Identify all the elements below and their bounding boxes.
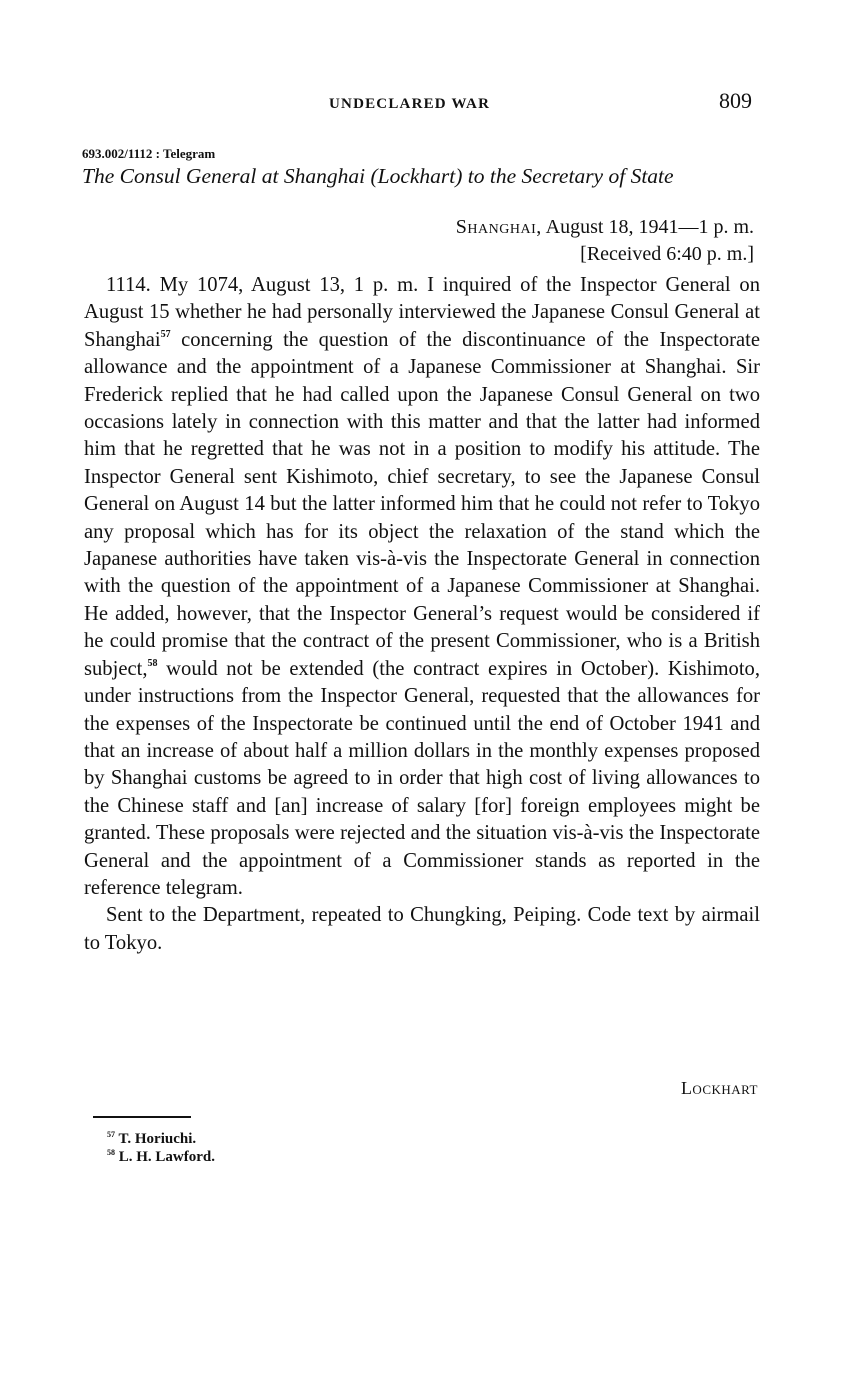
dateline-place: Shanghai,	[455, 216, 542, 238]
document-title: The Consul General at Shanghai (Lockhart) to the Secretary of State	[82, 164, 674, 188]
dateline	[456, 214, 754, 268]
paragraph-main	[84, 272, 760, 902]
footnote-marker: 58	[107, 1148, 115, 1157]
paragraph-main-part1: 1114. My 1074, August 13, 1 p. m. I inquired of the Inspector General on August 15 whether he had personally interviewed the Japanese Consul General at Shanghai	[84, 274, 760, 351]
telegram-body	[84, 272, 760, 957]
footnote-text: L. H. Lawford.	[118, 1149, 216, 1165]
footnote-item	[107, 1148, 215, 1166]
running-head: UNDECLARED WAR	[329, 96, 491, 112]
page-number: 809	[719, 88, 752, 113]
dateline-date: August 18, 1941—1 p. m.	[545, 216, 754, 238]
paragraph-main-part3: would not be extended (the contract expires in October). Kishimoto, under instructions from the Inspector General, requested that the allowances for the expenses of the Inspectorate be continued until the end of October 1941 and that an increase of about half a million dollars in the monthly expenses proposed by Shanghai customs be agreed to in order that high cost of living allowances to the Chinese staff and [an] increase of salary [for] foreign employees might be granted. These proposals were rejected and the situation vis-à-vis the Inspectorate General and the appointment of a Commissioner stands as reported in the reference telegram.	[84, 657, 760, 899]
footnote-divider	[93, 1116, 191, 1118]
paragraph-main-part2: concerning the question of the discontinuance of the Inspectorate allowance and the appointment of a Japanese Commissioner at Shanghai. Sir Frederick replied that he had called upon the Japanese Consul General on two occasions lately in connection with this matter and that the latter had informed him that he regretted that he was not in a position to modify his attitude. The Inspector General sent Kishimoto, chief secretary, to see the Japanese Consul General on August 14 but the latter informed him that he could not refer to Tokyo any proposal which has for its object the relaxation of the stand which the Japanese authorities have taken vis-à-vis the Inspectorate General in connection with the question of the appointment of a Japanese Commissioner at Shanghai. He added, however, that the Inspector General’s request would be considered if he could promise that the contract of the present Commissioner, who is a British subject,	[84, 328, 760, 680]
footnote-ref-58: 58	[147, 657, 158, 669]
footnote-marker: 57	[107, 1130, 115, 1139]
paragraph-distribution: Sent to the Department, repeated to Chungking, Peiping. Code text by airmail to Tokyo.	[84, 904, 760, 954]
dateline-sent	[456, 214, 754, 241]
footnote-ref-57: 57	[160, 328, 171, 340]
footnote-item	[107, 1130, 215, 1148]
received-time: [Received 6:40 p. m.]	[580, 243, 754, 265]
footnote-text: T. Horiuchi.	[118, 1131, 197, 1147]
file-reference: 693.002/1112 : Telegram	[82, 146, 216, 161]
footnotes	[107, 1130, 215, 1166]
signature: Lockhart	[680, 1078, 758, 1098]
